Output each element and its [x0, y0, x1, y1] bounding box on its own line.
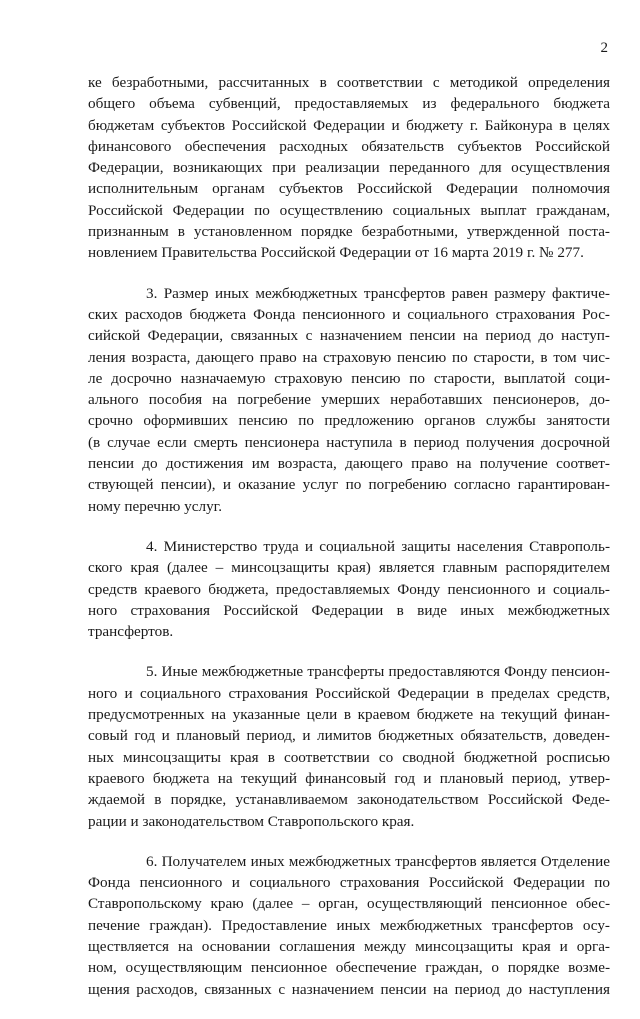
text-line: 5. Иные межбюджетные трансферты предоставляются Фонду пенсион- — [146, 663, 610, 681]
text-line: срочно оформивших пенсию по предложению органов службы занятости — [88, 412, 610, 430]
text-line: ских расходов бюджета Фонда пенсионного и социального страхования Рос- — [88, 305, 610, 323]
text-line: ного и социального страхования Российской Федерации в пределах средств, — [88, 684, 610, 702]
paragraph-2 — [88, 283, 610, 517]
text-line: трансфертов. — [88, 623, 174, 641]
text-line: ствующей пенсии), и оказание услуг по погребению согласно гарантирован- — [88, 476, 610, 494]
text-line: печение граждан). Предоставление иных межбюджетных трансфертов осу- — [88, 916, 610, 934]
text-line: 4. Министерство труда и социальной защиты населения Ставрополь- — [146, 537, 610, 555]
text-line: краевого бюджета на текущий финансовый год и плановый период, утвер- — [88, 769, 610, 787]
text-line: ному перечню услуг. — [88, 497, 222, 515]
text-line: ального пособия на погребение умерших неработавших пенсионеров, до- — [88, 391, 610, 409]
text-line: новлением Правительства Российской Федерации от 16 марта 2019 г. № 277. — [88, 244, 584, 262]
paragraph-3 — [88, 536, 610, 642]
page-number: 2 — [600, 40, 608, 56]
text-line: ке безработными, рассчитанных в соответствии с методикой определения — [88, 74, 610, 91]
paragraph-1 — [88, 72, 610, 264]
text-line: предусмотренных на указанные цели в краевом бюджете на текущий финан- — [88, 706, 610, 724]
paragraph-4 — [88, 661, 610, 831]
text-line: 6. Получателем иных межбюджетных трансфертов является Отделение — [146, 852, 610, 870]
text-line: Фонда пенсионного и социального страхования Российской Федерации по — [88, 874, 610, 892]
text-line: ления возраста, дающего право на страховую пенсию по старости, в том чис- — [88, 348, 610, 366]
text-line: (в случае если смерть пенсионера наступила в период получения досрочной — [88, 433, 610, 451]
paragraph-5 — [88, 851, 610, 1000]
text-line: рации и законодательством Ставропольского края. — [88, 812, 415, 830]
text-line: Федерации, возникающих при реализации переданного для осуществления — [88, 159, 610, 177]
text-line: сийской Федерации, связанных с назначением пенсии на период до наступ- — [88, 327, 610, 345]
document-body — [88, 72, 610, 1019]
text-line: Ставропольскому краю (далее – орган, осуществляющий пенсионное обес- — [88, 895, 610, 913]
text-line: 3. Размер иных межбюджетных трансфертов равен размеру фактиче- — [146, 284, 610, 302]
text-line: ждаемой в порядке, устанавливаемом законодательством Российской Феде- — [88, 791, 610, 809]
text-line: ского края (далее – минсоцзащиты края) является главным распорядителем — [88, 559, 610, 577]
text-line: ществляется на основании соглашения между минсоцзащиты края и орга- — [88, 937, 610, 955]
text-line: средств краевого бюджета, предоставляемых Фонду пенсионного и социаль- — [88, 580, 610, 598]
text-line: бюджетам субъектов Российской Федерации и бюджету г. Байконура в целях — [88, 116, 610, 134]
text-line: признанным в установленном порядке безработными, утвержденной поста- — [88, 223, 610, 241]
text-line: пенсии до достижения им возраста, дающего право на получение соответ- — [88, 455, 610, 473]
text-line: совый год и плановый период, и лимитов бюджетных обязательств, доведен- — [88, 727, 610, 745]
text-line: общего объема субвенций, предоставляемых из федерального бюджета — [88, 95, 610, 113]
text-line: финансового обеспечения расходных обязательств субъектов Российской — [88, 137, 610, 155]
text-line: щения расходов, связанных с назначением пенсии на период до наступления — [88, 980, 610, 998]
text-line: ном, осуществляющим пенсионное обеспечение граждан, о порядке возме- — [88, 959, 610, 977]
text-line: ного страхования Российской Федерации в виде иных межбюджетных — [88, 601, 610, 619]
text-line: Российской Федерации по осуществлению социальных выплат гражданам, — [88, 201, 610, 219]
text-line: ных минсоцзащиты края в соответствии со сводной бюджетной росписью — [88, 748, 610, 766]
text-line: исполнительным органам субъектов Российской Федерации полномочия — [88, 180, 610, 198]
text-line: ле досрочно назначаемую страховую пенсию по старости, выплатой соци- — [88, 369, 610, 387]
